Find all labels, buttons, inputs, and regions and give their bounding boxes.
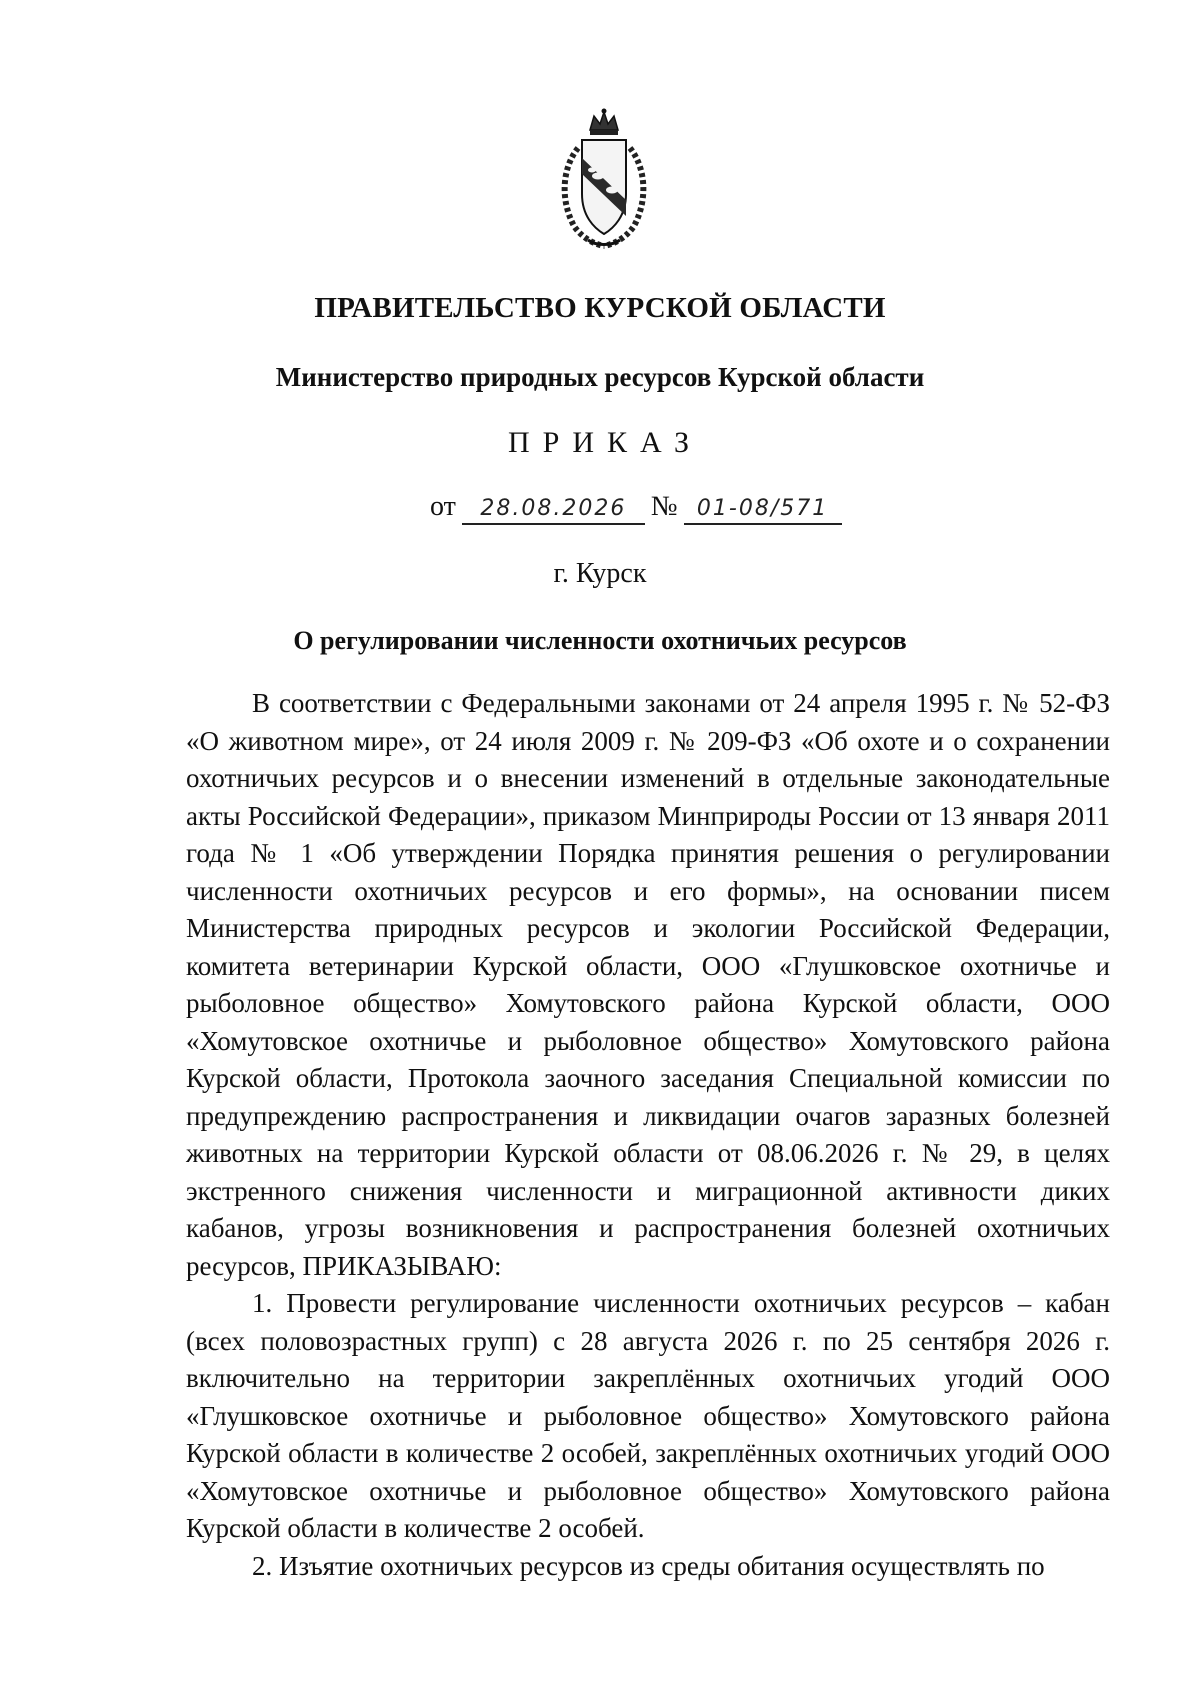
order-number-value: 01-08/571 xyxy=(684,495,842,525)
preamble-paragraph: В соответствии с Федеральными законами от 24 апреля 1995 г. № 52-ФЗ «О животном мире», от 24 июля 2009 г. № 209-ФЗ «Об охоте и о сохранении охотничьих ресурсов и о внесении изменений в отдельные законодательные акты Российской Федерации», приказом Минприроды России от 13 января 2011 года № 1 «Об утверждении Порядка принятия решения о регулировании численности охотничьих ресурсов и его формы», на основании писем Министерства природных ресурсов и экологии Российской Федерации, комитета ветеринарии Курской области, ООО «Глушковское охотничье и рыболовное общество» Хомутовского района Курской области, ООО «Хомутовское охотничье и рыболовное общество» Хомутовского района Курской области, Протокола заочного заседания Специальной комиссии по предупреждению распространения и ликвидации очагов заразных болезней животных на территории Курской области от 08.06.2026 г. № 29, в целях экстренного снижения численности и миграционной активности диких кабанов, угрозы возникновения и распространения болезней охотничьих ресурсов, ПРИКАЗЫВАЮ: xyxy=(186,688,1110,1281)
ministry-title: Министерство природных ресурсов Курской области xyxy=(275,362,925,392)
clause-paragraph-2: 2. Изъятие охотничьих ресурсов из среды обитания осуществлять по xyxy=(252,1550,1045,1581)
city-label: г. Курск xyxy=(553,558,647,589)
order-date-number-line xyxy=(430,491,842,525)
order-date-value: 28.08.2026 xyxy=(462,495,645,525)
document-type-title: ПРИКАЗ xyxy=(508,426,702,459)
order-subject: О регулировании численности охотничьих ресурсов xyxy=(293,626,907,655)
kursk-coat-of-arms-icon xyxy=(548,108,660,250)
order-date-label: от xyxy=(430,491,456,522)
order-number-label: № xyxy=(650,491,678,522)
government-title: ПРАВИТЕЛЬСТВО КУРСКОЙ ОБЛАСТИ xyxy=(314,292,886,324)
order-body xyxy=(186,685,1110,1585)
clause-paragraph-1: 1. Провести регулирование численности охотничьих ресурсов – кабан (всех половозрастных групп) с 28 августа 2026 г. по 25 сентября 2026 г. включительно на территории закреплённых охотничьих угодий ООО «Глушковское охотничье и рыболовное общество» Хомутовского района Курской области в количестве 2 особей, закреплённых охотничьих угодий ООО «Хомутовское охотничье и рыболовное общество» Хомутовского района Курской области в количестве 2 особей. xyxy=(186,1288,1110,1543)
